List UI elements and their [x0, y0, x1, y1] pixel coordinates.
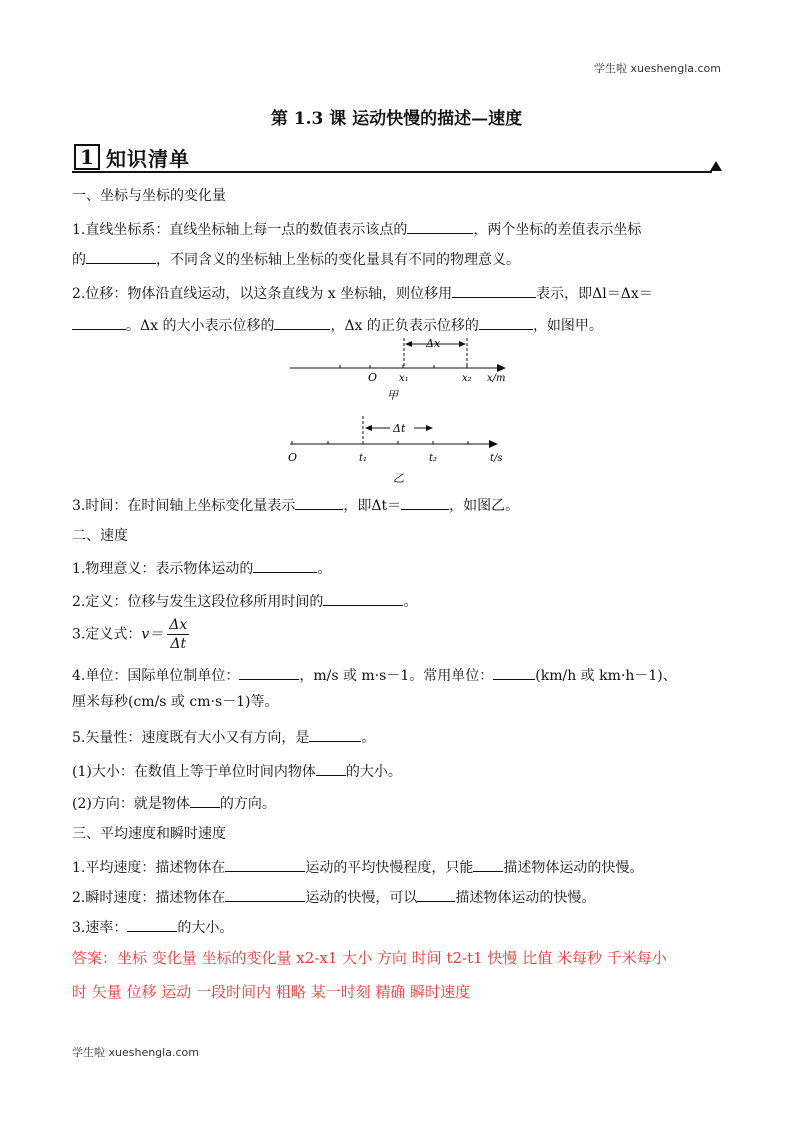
blank — [225, 886, 305, 902]
blank — [127, 916, 177, 932]
figure-caption: 乙 — [393, 472, 404, 485]
blank — [190, 792, 220, 808]
part1-line-1: 1.直线坐标系：直线坐标轴上每一点的数值表示该点的 ，两个坐标的差值表示坐标 — [72, 218, 641, 240]
blank — [86, 248, 156, 264]
part2-line-6: 5.矢量性：速度既有大小又有方向，是 。 — [72, 726, 375, 748]
blank — [452, 282, 536, 298]
blank — [323, 590, 403, 606]
arrow-head-icon — [426, 425, 433, 431]
part1-line-4: 。Δx 的大小表示位移的 ，Δx 的正负表示位移的 ，如图甲。 — [72, 314, 603, 336]
answer-line-1: 答案：坐标 变化量 坐标的变化量 x2-x1 大小 方向 时间 t2-t1 快慢 比值 米每秒 千米每小 — [72, 949, 667, 967]
denominator: Δt — [170, 636, 187, 652]
delta-t-label: Δt — [393, 422, 406, 435]
figure-time-axis — [286, 414, 516, 486]
axis-label: x/m — [487, 373, 506, 384]
part1-heading: 一、坐标与坐标的变化量 — [72, 188, 226, 204]
section-number: 1 — [74, 144, 100, 170]
blank — [239, 664, 299, 680]
axis-label: t/s — [490, 453, 503, 464]
blank — [479, 314, 533, 330]
arrow-head-icon — [405, 341, 412, 347]
section-underline — [72, 171, 712, 173]
part2-line-4: 4.单位：国际单位制单位： ，m/s 或 m·s－1。常用单位： (km/h 或 km·h－1)、 — [72, 664, 677, 686]
formula-fraction — [167, 616, 189, 653]
blank — [309, 726, 361, 742]
part1-line-2: 的 ，不同含义的坐标轴上坐标的变化量具有不同的物理意义。 — [72, 248, 520, 270]
part2-heading: 二、速度 — [72, 528, 128, 544]
blank — [274, 314, 330, 330]
arrow-head-icon — [459, 341, 466, 347]
figure-caption: 甲 — [387, 389, 398, 402]
blank — [316, 760, 346, 776]
origin-label: O — [288, 451, 298, 464]
figure-displacement — [286, 336, 526, 406]
triangle-icon — [710, 161, 722, 171]
t2-label: t₂ — [429, 453, 438, 464]
part2-line-2: 2.定义：位移与发生这段位移所用时间的 。 — [72, 590, 417, 612]
x2-label: x₂ — [462, 373, 472, 384]
part3-line-1: 1.平均速度：描述物体在 运动的平均快慢程度，只能 描述物体运动的快慢。 — [72, 856, 643, 878]
answer-line-2: 时 矢量 位移 运动 一段时间内 粗略 某一时刻 精确 瞬时速度 — [72, 983, 471, 1001]
x1-label: x₁ — [399, 373, 409, 384]
blank — [401, 494, 449, 510]
part2-line-1: 1.物理意义：表示物体运动的 。 — [72, 557, 331, 579]
blank — [417, 886, 455, 902]
part3-line-3: 3.速率： 的大小。 — [72, 916, 233, 938]
blank — [473, 856, 503, 872]
part2-line-8: (2)方向：就是物体 的方向。 — [72, 792, 276, 814]
t1-label: t₁ — [359, 453, 368, 464]
blank — [407, 218, 473, 234]
part2-line-7: (1)大小：在数值上等于单位时间内物体 的大小。 — [72, 760, 402, 782]
axis-arrow-icon — [489, 440, 498, 448]
part1-line-3: 2.位移：物体沿直线运动，以这条直线为 x 坐标轴，则位移用 表示，即Δl＝Δx＝ — [72, 282, 653, 304]
origin-label: O — [368, 371, 378, 384]
part2-line-3: 3.定义式：v＝ $\frac{\Delta x}{\Delta t}$ — [72, 617, 188, 652]
blank — [225, 856, 305, 872]
part2-line-5: 厘米每秒(cm/s 或 cm·s－1)等。 — [72, 694, 279, 710]
part3-heading: 三、平均速度和瞬时速度 — [72, 826, 226, 842]
axis-arrow-icon — [497, 364, 506, 372]
numerator: Δx — [169, 617, 188, 633]
blank — [253, 557, 317, 573]
page-title: 第 1.3 课 运动快慢的描述—速度 — [270, 109, 523, 129]
blank — [295, 494, 343, 510]
header-site-name: 学生啦 xueshengla.com — [594, 62, 721, 75]
part1-line-5: 3.时间：在时间轴上坐标变化量表示 ，即Δt＝ ，如图乙。 — [72, 494, 519, 516]
footer-site-name: 学生啦 xueshengla.com — [72, 1046, 199, 1059]
arrow-head-icon — [365, 425, 372, 431]
blank — [72, 314, 126, 330]
delta-x-label: Δx — [426, 337, 441, 350]
blank — [493, 664, 535, 680]
part3-line-2: 2.瞬时速度：描述物体在 运动的快慢，可以 描述物体运动的快慢。 — [72, 886, 595, 908]
formula-v: v＝ — [141, 626, 164, 643]
section-banner — [72, 142, 722, 174]
section-title: 知识清单 — [106, 147, 190, 171]
